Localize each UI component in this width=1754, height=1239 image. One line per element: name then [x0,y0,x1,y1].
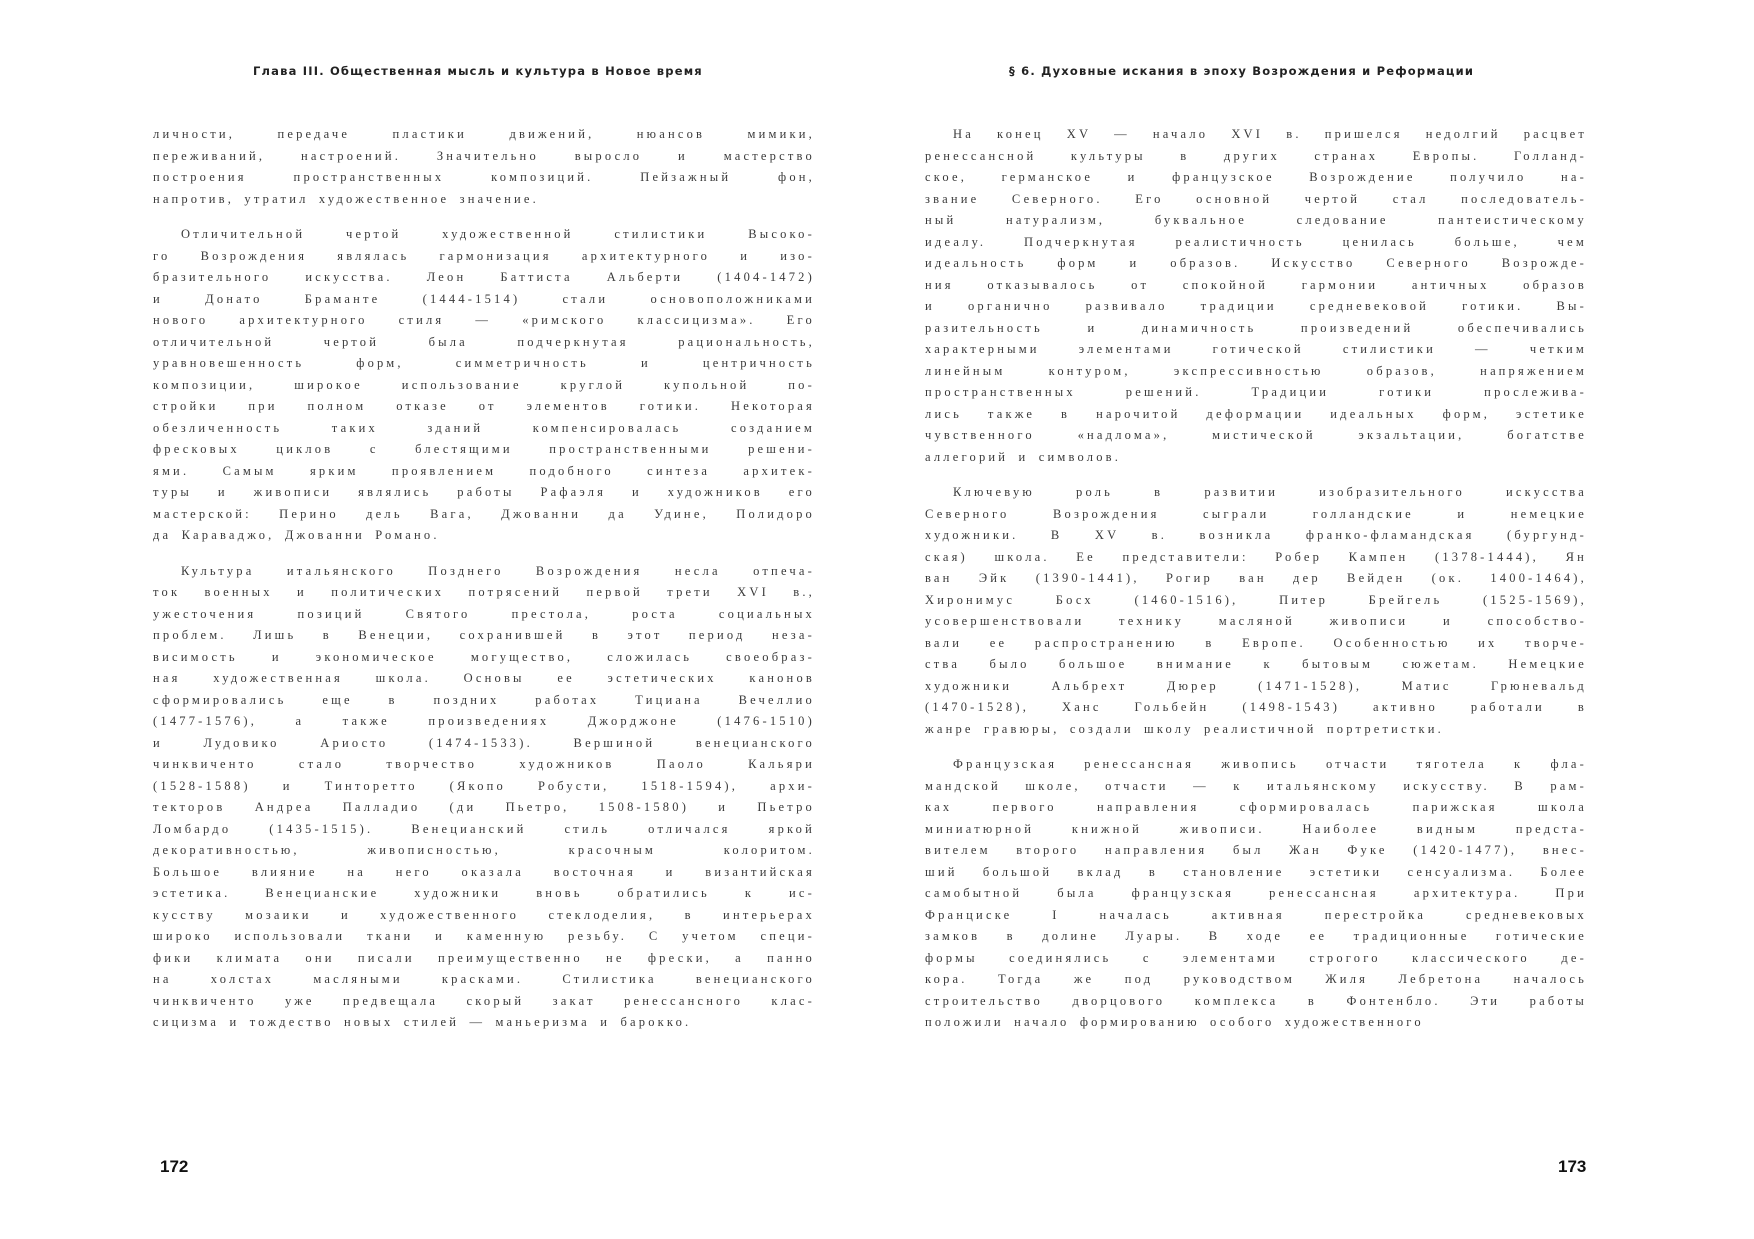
text-line: замков в долине Луары. В ходе ее традиционные готические [925,929,1587,943]
text-line: кора. Тогда же под руководством Жиля Лебретона началось [925,972,1587,986]
text-line: вали ее распространению в Европе. Особенностью их творче- [925,635,1587,650]
text-line: строительство дворцового комплекса в Фонтенбло. Эти работы [925,993,1587,1008]
text-line: ское, германское и французское Возрождение получило на- [925,170,1587,184]
text-line: (1528-1588) и Тинторетто (Якопо Робусти, 1518-1594), архи- [153,778,815,793]
paragraph [153,561,815,1034]
text-line: кусству мозаики и художественного стеклоделия, в интерьерах [153,907,815,922]
paragraph [925,124,1587,468]
text-line: художники. В XV в. возникла франко-фламандская (бургунд- [925,528,1587,542]
text-line: миниатюрной книжной живописи. Наиболее видным предста- [925,821,1587,836]
text-line: бразительного искусства. Леон Баттиста Альберти (1404-1472) [153,270,815,284]
text-line: декоративностью, живописностью, красочным колоритом. [153,843,815,857]
text-line: вителем второго направления был Жан Фуке (1420-1477), внес- [925,843,1587,857]
text-line: на холстах масляными красками. Стилистика венецианского [153,972,815,986]
text-line: звание Северного. Его основной чертой стал последователь- [925,191,1587,206]
text-line: аллегорий и символов. [925,449,1122,464]
text-line: ший большой вклад в становление эстетики сенсуализма. Более [925,864,1587,879]
paragraph [925,482,1587,740]
text-line: характерными элементами готической стилистики — четким [925,342,1587,356]
text-line: Франциске I началась активная перестройка средневековых [925,907,1587,922]
text-line: стройки при полном отказе от элементов готики. Некоторая [153,399,815,413]
text-line: лись также в нарочитой деформации идеальных форм, эстетике [925,406,1587,421]
paragraph [153,224,815,547]
text-line: ства было большое внимание к бытовым сюжетам. Немецкие [925,657,1587,671]
text-line: фики климата они писали преимущественно не фрески, а панно [153,950,815,965]
text-line: чувственного «надлома», мистической экзальтации, богатстве [925,428,1587,442]
text-line: (1477-1576), а также произведениях Джорджоне (1476-1510) [153,714,815,728]
text-line: и органично развивало традиции средневековой готики. Вы- [925,299,1587,313]
text-line: пространственных решений. Традиции готики прослежива- [925,385,1587,399]
text-line: (1470-1528), Ханс Гольбейн (1498-1543) активно работали в [925,700,1587,714]
text-line: художники Альбрехт Дюрер (1471-1528), Матис Грюневальд [925,678,1587,693]
text-line: сформировались еще в поздних работах Тициана Вечеллио [153,692,815,707]
text-line: положили начало формированию особого художественного [925,1015,1424,1029]
text-line: широко использовали ткани и каменную резьбу. С учетом специ- [153,929,815,943]
body-text [153,124,815,1048]
body-text [925,124,1587,1048]
text-line: ках первого направления сформировалась парижская школа [925,800,1587,814]
text-line: го Возрождения являлась гармонизация архитектурного и изо- [153,248,815,263]
text-line: разительность и динамичность произведений обеспечивались [925,320,1587,335]
text-line: Ключевую роль в развитии изобразительного искусства [953,485,1587,499]
text-line: Отличительной чертой художественной стилистики Высоко- [181,227,815,241]
text-line: туры и живописи являлись работы Рафаэля и художников его [153,485,815,499]
text-line: переживаний, настроений. Значительно выросло и мастерство [153,148,815,163]
text-line: ток военных и политических потрясений первой трети XVI в., [153,585,815,599]
text-line: и Донато Браманте (1444-1514) стали основоположниками [153,291,815,306]
page-number: 173 [1558,1157,1587,1176]
page-number: 172 [160,1157,189,1176]
text-line: Культура итальянского Позднего Возрождения несла отпеча- [181,563,815,578]
text-line: уравновешенность форм, симметричность и центричность [153,356,815,370]
text-line: усовершенствовали технику масляной живописи и способство- [925,614,1587,628]
text-line: ужесточения позиций Святого престола, роста социальных [153,606,815,621]
text-line: идеальность форм и образов. Искусство Северного Возрожде- [925,256,1587,270]
text-line: и Лудовико Ариосто (1474-1533). Вершиной венецианского [153,735,815,750]
text-line: фресковых циклов с блестящими пространственными решени- [153,442,815,456]
text-line: ная художественная школа. Основы ее эстетических канонов [153,671,815,685]
text-line: ния отказывалось от спокойной гармонии античных образов [925,277,1587,292]
text-line: ями. Самым ярким проявлением подобного синтеза архитек- [153,463,815,478]
text-line: обезличенность таких зданий компенсировалась созданием [153,420,815,435]
text-line: нового архитектурного стиля — «римского классицизма». Его [153,313,815,327]
text-line: жанре гравюры, создали школу реалистичной портретистки. [925,721,1444,736]
text-line: ван Эйк (1390-1441), Рогир ван дер Вейден (ок. 1400-1464), [925,571,1587,585]
text-line: идеалу. Подчеркнутая реалистичность ценилась больше, чем [925,234,1587,249]
text-line: ская) школа. Ее представители: Робер Кампен (1378-1444), Ян [925,549,1587,564]
text-line: ный натурализм, буквальное следование пантеистическому [925,213,1587,227]
right-page [877,0,1754,1239]
text-line: чинквиченто стало творчество художников Паоло Кальяри [153,757,815,771]
text-line: Французская ренессансная живопись отчасти тяготела к фла- [953,757,1587,771]
text-line: текторов Андреа Палладио (ди Пьетро, 1508-1580) и Пьетро [153,800,815,814]
text-line: На конец XV — начало XVI в. пришелся недолгий расцвет [953,127,1587,141]
text-line: линейным контуром, экспрессивностью образов, напряжением [925,363,1587,378]
text-line: Большое влияние на него оказала восточная и византийская [153,864,815,879]
text-line: висимость и экономическое могущество, сложилась своеобраз- [153,649,815,664]
text-line: ренессансной культуры в других странах Европы. Голланд- [925,148,1587,163]
paragraph [153,124,815,210]
text-line: построения пространственных композиций. Пейзажный фон, [153,170,815,184]
text-line: Северного Возрождения сыграли голландские и немецкие [925,506,1587,521]
text-line: самобытной была французская ренессансная архитектура. При [925,886,1587,900]
text-line: отличительной чертой была подчеркнутая рациональность, [153,334,815,349]
text-line: формы соединялись с элементами строгого классического де- [925,950,1587,965]
text-line: проблем. Лишь в Венеции, сохранившей в этот период неза- [153,628,815,642]
text-line: сицизма и тождество новых стилей — маньеризма и барокко. [153,1015,692,1029]
text-line: композиции, широкое использование круглой купольной по- [153,377,815,392]
text-line: да Караваджо, Джованни Романо. [153,528,440,542]
text-line: чинквиченто уже предвещала скорый закат ренессансного клас- [153,993,815,1008]
text-line: Хиронимус Босх (1460-1516), Питер Брейгель (1525-1569), [925,592,1587,607]
text-line: личности, передаче пластики движений, нюансов мимики, [153,127,815,141]
running-head: Глава III. Общественная мысль и культура в Новое время [253,64,703,78]
text-line: напротив, утратил художественное значение. [153,191,539,206]
text-line: мандской школе, отчасти — к итальянскому искусству. В рам- [925,778,1587,793]
running-head: § 6. Духовные искания в эпоху Возрождения и Реформации [1009,64,1475,78]
paragraph [925,754,1587,1034]
text-line: Ломбардо (1435-1515). Венецианский стиль отличался яркой [153,821,815,836]
text-line: мастерской: Перино дель Вага, Джованни да Удине, Полидоро [153,506,815,521]
text-line: эстетика. Венецианские художники вновь обратились к ис- [153,886,815,900]
